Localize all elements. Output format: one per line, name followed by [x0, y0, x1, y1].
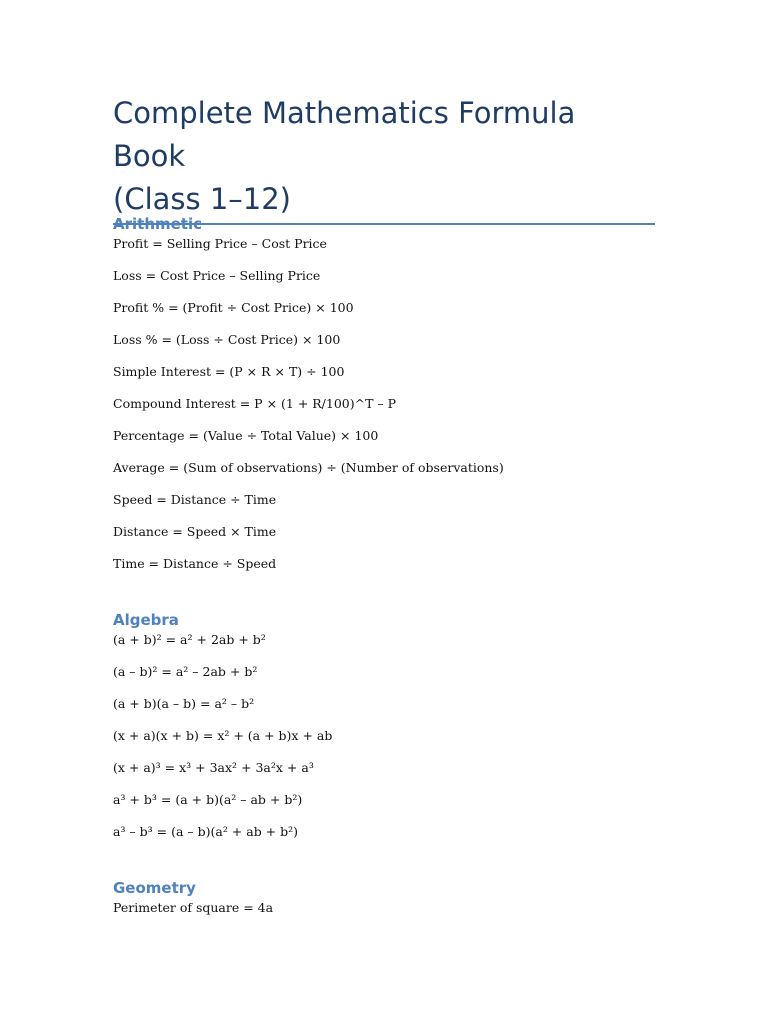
section-heading: Arithmetic [113, 215, 203, 233]
formula-line: Percentage = (Value ÷ Total Value) × 100 [113, 428, 379, 443]
formula-line: Average = (Sum of observations) ÷ (Number of observations) [113, 460, 504, 475]
formula-line: Profit % = (Profit ÷ Cost Price) × 100 [113, 300, 354, 315]
section-geometry [113, 876, 273, 916]
formula-list [113, 236, 504, 572]
formula-line: Profit = Selling Price – Cost Price [113, 236, 327, 251]
formula-line: Speed = Distance ÷ Time [113, 492, 277, 507]
document-page [113, 92, 655, 915]
formula-line: Time = Distance ÷ Speed [113, 556, 277, 571]
formula-line: Distance = Speed × Time [113, 524, 277, 539]
section-algebra [113, 608, 332, 840]
formula-line: (x + a)³ = x³ + 3ax² + 3a²x + a³ [113, 760, 314, 775]
formula-list [113, 632, 332, 840]
section-arithmetic [113, 212, 504, 572]
formula-line: a³ – b³ = (a – b)(a² + ab + b²) [113, 824, 299, 839]
formula-line: (x + a)(x + b) = x² + (a + b)x + ab [113, 728, 333, 743]
section-heading: Geometry [113, 879, 196, 897]
formula-line: (a – b)² = a² – 2ab + b² [113, 664, 258, 679]
formula-line: (a + b)² = a² + 2ab + b² [113, 632, 266, 647]
formula-line: Loss % = (Loss ÷ Cost Price) × 100 [113, 332, 341, 347]
document-title-line-2: (Class 1–12) [113, 182, 291, 216]
formula-list [113, 900, 273, 916]
document-title-line-1: Complete Mathematics Formula Book [113, 96, 576, 173]
formula-line: (a + b)(a – b) = a² – b² [113, 696, 255, 711]
document-title [113, 92, 655, 223]
formula-line: Compound Interest = P × (1 + R/100)^T – P [113, 396, 397, 411]
formula-line: Perimeter of square = 4a [113, 900, 274, 915]
formula-line: a³ + b³ = (a + b)(a² – ab + b²) [113, 792, 303, 807]
formula-line: Loss = Cost Price – Selling Price [113, 268, 321, 283]
formula-line: Simple Interest = (P × R × T) ÷ 100 [113, 364, 345, 379]
section-heading: Algebra [113, 611, 179, 629]
